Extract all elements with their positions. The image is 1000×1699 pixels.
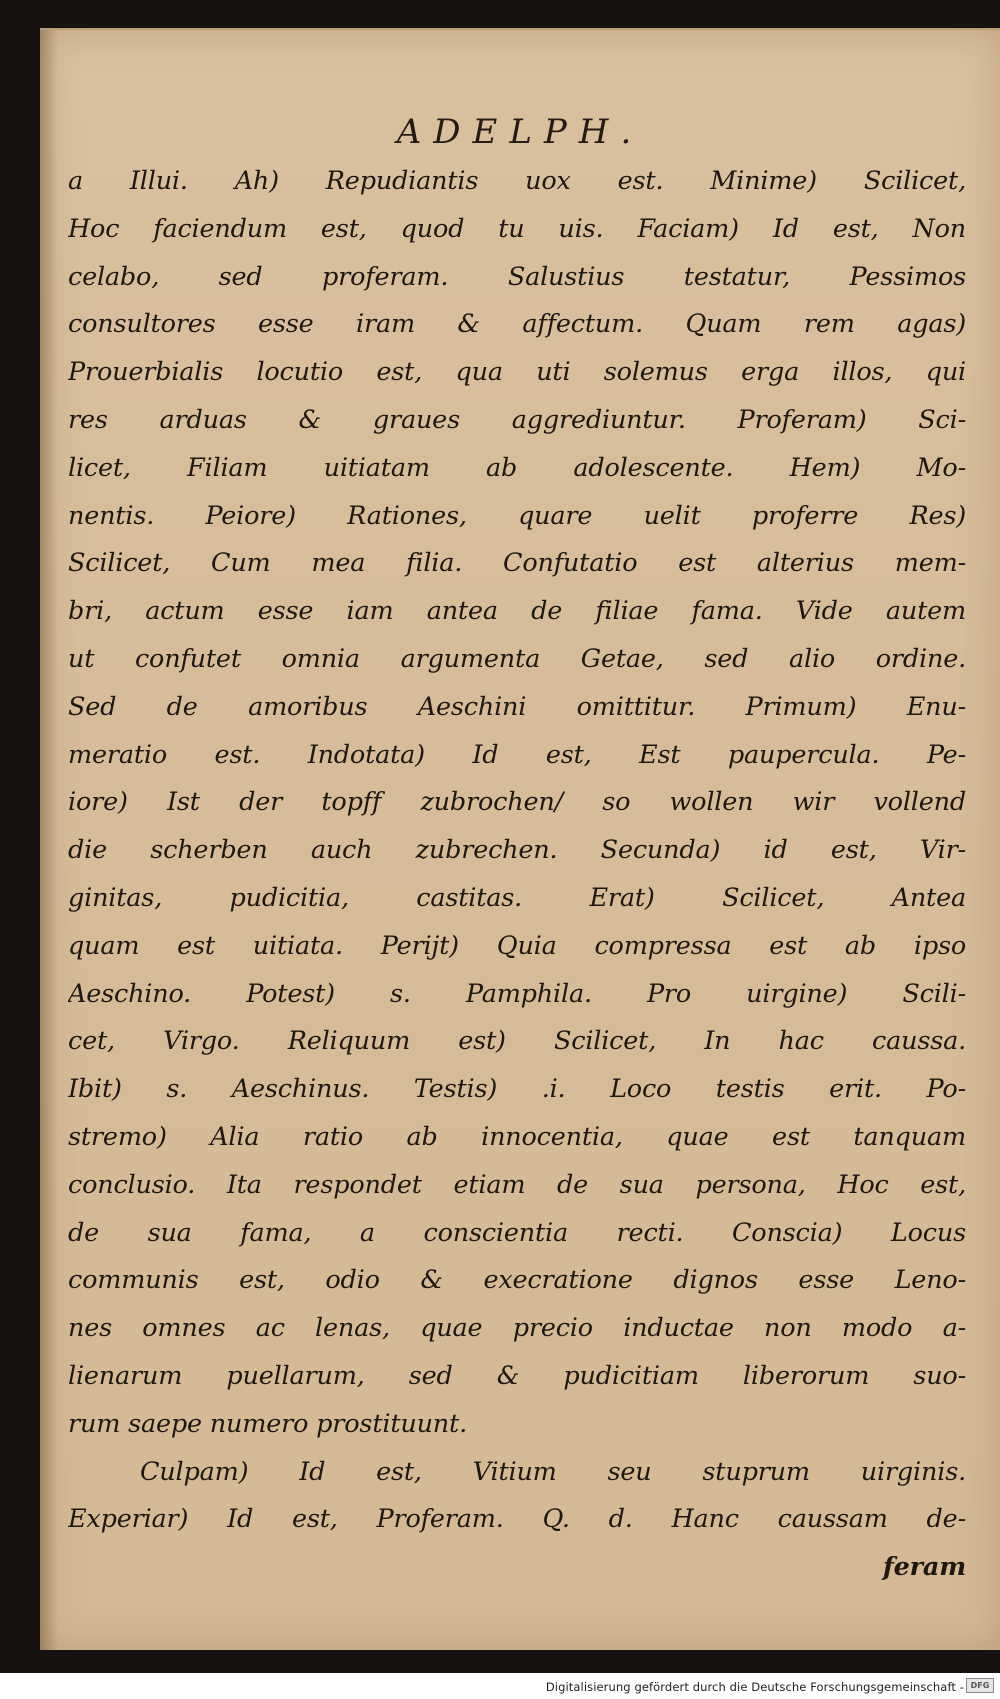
text-line: de sua fama, a conscientia recti. Conscia) Locus: [68, 1217, 966, 1248]
dfg-logo-icon: DFG: [966, 1678, 994, 1693]
text-line: ut confutet omnia argumenta Getae, sed alio ordine.: [68, 643, 966, 674]
text-line: cet, Virgo. Reliquum est) Scilicet, In hac caussa.: [68, 1026, 966, 1057]
paragraph-start-line: Culpam) Id est, Vitium seu stuprum uirginis.: [140, 1456, 966, 1487]
text-line: consultores esse iram & affectum. Quam rem agas): [68, 309, 966, 340]
text-line: meratio est. Indotata) Id est, Est paupercula. Pe-: [68, 739, 966, 770]
funding-credit: Digitalisierung gefördert durch die Deutsche Forschungsgemeinschaft -: [545, 1680, 964, 1694]
text-line: quam est uitiata. Perijt) Quia compressa est ab ipso: [68, 930, 966, 961]
text-line: Ibit) s. Aeschinus. Testis) .i. Loco testis erit. Po-: [68, 1074, 966, 1105]
text-line: Hoc faciendum est, quod tu uis. Faciam) Id est, Non: [68, 213, 966, 244]
text-line: communis est, odio & execratione dignos esse Leno-: [68, 1265, 966, 1296]
text-line: stremo) Alia ratio ab innocentia, quae est tanquam: [68, 1121, 966, 1152]
text-line: res arduas & graues aggrediuntur. Proferam) Sci-: [68, 404, 966, 435]
text-line: Sed de amoribus Aeschini omittitur. Primum) Enu-: [68, 691, 966, 722]
text-line: celabo, sed proferam. Salustius testatur, Pessimos: [68, 261, 966, 292]
text-line: licet, Filiam uitiatam ab adolescente. Hem) Mo-: [68, 452, 966, 483]
text-line: Prouerbialis locutio est, qua uti solemus erga illos, qui: [68, 357, 966, 388]
text-line: die scherben auch zubrechen. Secunda) id est, Vir-: [68, 835, 966, 866]
text-line: ginitas, pudicitia, castitas. Erat) Scilicet, Antea: [68, 882, 966, 913]
catchword: feram: [882, 1552, 966, 1583]
text-line: iore) Ist der topff zubrochen/ so wollen wir vollend: [68, 787, 966, 818]
text-line: bri, actum esse iam antea de filiae fama. Vide autem: [68, 596, 966, 627]
text-line: Experiar) Id est, Proferam. Q. d. Hanc caussam de-: [68, 1504, 966, 1535]
text-line: Scilicet, Cum mea filia. Confutatio est alterius mem-: [68, 548, 966, 579]
running-head: ADELPH.: [396, 112, 644, 152]
text-line: rum saepe numero prostituunt.: [68, 1408, 467, 1439]
text-line: nes omnes ac lenas, quae precio inductae non modo a-: [68, 1313, 966, 1344]
text-line: nentis. Peiore) Rationes, quare uelit proferre Res): [68, 500, 966, 531]
text-line: Aeschino. Potest) s. Pamphila. Pro uirgine) Scili-: [68, 978, 966, 1009]
book-page: [40, 28, 1000, 1650]
digitization-footer: [0, 1673, 1000, 1699]
text-line: a Illui. Ah) Repudiantis uox est. Minime) Scilicet,: [68, 166, 966, 196]
commentary-text: [68, 158, 966, 1592]
text-line: lienarum puellarum, sed & pudicitiam liberorum suo-: [68, 1360, 966, 1391]
text-line: conclusio. Ita respondet etiam de sua persona, Hoc est,: [68, 1169, 966, 1200]
